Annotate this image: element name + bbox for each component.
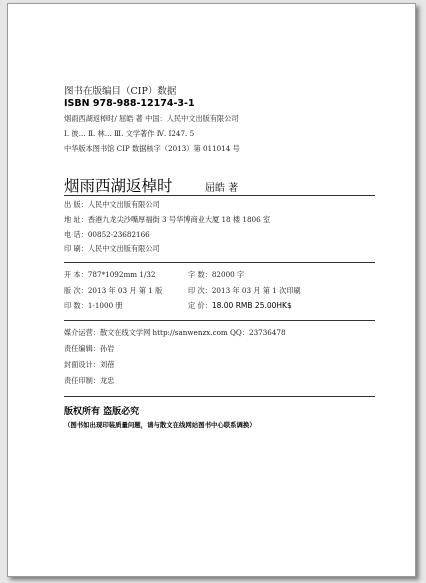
publisher-row xyxy=(64,200,160,210)
responsible-editor: 责任编辑：孙岩 xyxy=(64,344,115,353)
edition-spec: 版 次：2013 年 03 月 第 1 版 xyxy=(64,286,163,295)
quality-note: （图书如出现印装质量问题，请与散文在线网站图书中心联系调换） xyxy=(64,421,256,429)
specs-rule xyxy=(64,320,375,321)
address-row xyxy=(64,215,270,225)
title-rule xyxy=(64,195,375,196)
printer-row xyxy=(64,244,160,254)
price-value: 18.00 RMB 25.00HK$ xyxy=(211,301,292,310)
media-operations: 媒介运营：散文在线文学网 http://sanwenzx.com QQ：23736478 xyxy=(64,328,286,337)
staff-rule xyxy=(64,396,375,397)
cip-line-3: 中华版本图书馆 CIP 数据核字（2013）第 011014 号 xyxy=(64,144,240,153)
cover-designer: 封面设计：刘蓓 xyxy=(64,360,115,369)
printer-value: 人民中文出版有限公司 xyxy=(87,244,160,253)
isbn-line: ISBN 978-988-12174-3-1 xyxy=(64,98,195,109)
publisher-value: 人民中文出版有限公司 xyxy=(87,200,160,209)
copies-spec: 印 数：1-1000 册 xyxy=(64,301,123,310)
book-title: 烟雨西湖返棹时 xyxy=(64,177,173,195)
address-value: 香港九龙尖沙嘴厚福街 3 号华博商业大厦 18 楼 1806 室 xyxy=(87,215,271,224)
document-page xyxy=(7,3,416,577)
book-author: 屈皓 著 xyxy=(205,183,239,194)
publisher-label: 出 版： xyxy=(64,200,88,209)
print-supervisor: 责任印制：龙忠 xyxy=(64,376,115,385)
price-label: 定 价： xyxy=(188,301,212,310)
price-row xyxy=(188,301,292,311)
printer-label: 印 刷： xyxy=(64,244,88,253)
cip-line-2: Ⅰ. 彼… Ⅱ. 林… Ⅲ. 文学著作 Ⅳ. I247. 5 xyxy=(64,129,195,138)
phone-label: 电 话： xyxy=(64,230,88,239)
phone-value: 00852-23682166 xyxy=(87,230,150,239)
cip-line-1: 烟雨西湖返棹时/ 屈皓 著 中国：人民中文出版有限公司 xyxy=(64,114,239,123)
printing-spec: 印 次：2013 年 03 月 第 1 次印刷 xyxy=(188,286,301,295)
rights-notice: 版权所有 盗版必究 xyxy=(64,407,140,417)
address-label: 地 址： xyxy=(64,215,88,224)
cip-heading: 图书在版编目（CIP）数据 xyxy=(64,86,177,97)
publisher-rule xyxy=(64,262,375,263)
format-spec: 开 本：787*1092mm 1/32 xyxy=(64,270,156,279)
word-count: 字 数：82000 字 xyxy=(188,270,245,279)
phone-row xyxy=(64,230,150,240)
